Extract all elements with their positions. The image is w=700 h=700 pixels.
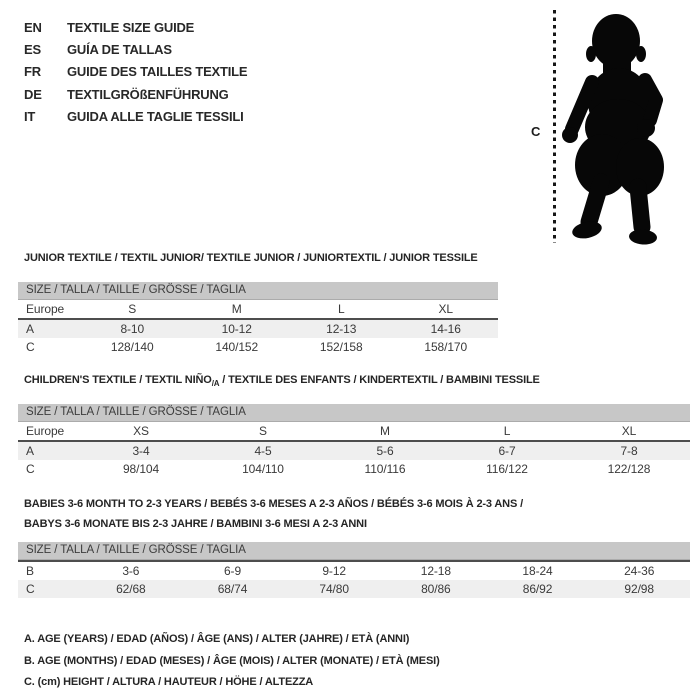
row-label: B <box>26 564 34 578</box>
footnotes <box>24 629 440 694</box>
footnote-b: B. AGE (MONTHS) / EDAD (MESES) / ÂGE (MOIS) / ALTER (MONATE) / ETÀ (MESI) <box>24 654 440 667</box>
size-cell: 12-13 <box>326 322 357 336</box>
row-label: A <box>26 322 34 336</box>
table-row <box>18 422 690 440</box>
size-cell: 6-7 <box>498 444 516 458</box>
footnote-a: A. AGE (YEARS) / EDAD (AÑOS) / ÂGE (ANS) / ALTER (JAHRE) / ETÀ (ANNI) <box>24 633 410 645</box>
junior-table-title <box>24 252 478 264</box>
row-label: Europe <box>26 302 65 316</box>
size-cell: L <box>337 302 345 316</box>
footnote-c: C. (cm) HEIGHT / ALTURA / HAUTEUR / HÖHE / ALTEZZA <box>24 676 314 688</box>
language-row-it <box>24 106 247 128</box>
junior-table-title-text: JUNIOR TEXTILE / TEXTIL JUNIOR/ TEXTILE JUNIOR / JUNIORTEXTIL / JUNIOR TESSILE <box>24 252 478 264</box>
table-row <box>18 442 690 460</box>
size-cell: 74/80 <box>319 582 349 596</box>
language-row-fr <box>24 61 247 83</box>
size-header-bar: SIZE / TALLA / TAILLE / GRÖSSE / TAGLIA <box>18 542 690 560</box>
language-row-en <box>24 16 247 38</box>
size-cell: 128/140 <box>110 340 154 354</box>
size-cell: XL <box>621 424 637 438</box>
row-label: Europe <box>26 424 65 438</box>
size-cell: XS <box>133 424 149 438</box>
language-code: IT <box>24 109 36 125</box>
children-title-post: / TEXTILE DES ENFANTS / KINDERTEXTIL / BAMBINI TESSILE <box>219 374 540 386</box>
size-cell: XL <box>438 302 453 316</box>
language-label: GUÍA DE TALLAS <box>67 42 172 58</box>
size-cell: 18-24 <box>522 564 553 578</box>
babies-size-table <box>18 542 690 598</box>
size-header-bar: SIZE / TALLA / TAILLE / GRÖSSE / TAGLIA <box>18 282 498 300</box>
size-cell: M <box>231 302 242 316</box>
table-row <box>18 320 498 338</box>
size-cell: 14-16 <box>430 322 461 336</box>
children-table-title <box>24 374 540 388</box>
size-cell: 10-12 <box>221 322 252 336</box>
language-row-de <box>24 83 247 105</box>
row-label: A <box>26 444 34 458</box>
children-size-table <box>18 404 690 478</box>
size-cell: 140/152 <box>215 340 259 354</box>
size-cell: 9-12 <box>322 564 346 578</box>
size-cell: S <box>128 302 137 316</box>
size-cell: 98/104 <box>122 462 160 476</box>
size-cell: 8-10 <box>120 322 145 336</box>
babies-title-line2: BABYS 3-6 MONATE BIS 2-3 JAHRE / BAMBINI 3-6 MESI A 2-3 ANNI <box>24 518 367 530</box>
table-row <box>18 338 498 356</box>
babies-title-line1: BABIES 3-6 MONTH TO 2-3 YEARS / BEBÉS 3-6 MESES A 2-3 AÑOS / BÉBÉS 3-6 MOIS À 2-3 ANS / <box>24 498 523 510</box>
size-cell: 86/92 <box>522 582 553 596</box>
language-code: ES <box>24 42 41 58</box>
measure-c-label: C <box>531 124 541 139</box>
children-title-pre: CHILDREN'S TEXTILE / TEXTIL NIÑO <box>24 374 212 386</box>
size-cell: S <box>259 424 267 438</box>
size-cell: 5-6 <box>376 444 394 458</box>
language-label: GUIDA ALLE TAGLIE TESSILI <box>67 109 244 125</box>
size-cell: M <box>380 424 390 438</box>
size-cell: 158/170 <box>424 340 468 354</box>
size-cell: 3-6 <box>122 564 140 578</box>
table-row <box>18 300 498 318</box>
size-cell: 3-4 <box>132 444 150 458</box>
size-cell: 6-9 <box>223 564 242 578</box>
size-cell: 80/86 <box>421 582 451 596</box>
row-label: C <box>26 582 35 596</box>
size-cell: 68/74 <box>217 582 248 596</box>
size-cell: 104/110 <box>242 462 284 476</box>
row-label: C <box>26 462 35 476</box>
language-label: GUIDE DES TAILLES TEXTILE <box>67 64 248 80</box>
size-cell: 12-18 <box>420 564 451 578</box>
language-list <box>24 16 247 128</box>
size-cell: 110/116 <box>364 462 406 476</box>
size-cell: 4-5 <box>254 444 272 458</box>
table-row <box>18 562 690 580</box>
size-header-bar: SIZE / TALLA / TAILLE / GRÖSSE / TAGLIA <box>18 404 690 422</box>
row-label: C <box>26 340 35 354</box>
language-label: TEXTILE SIZE GUIDE <box>67 19 195 35</box>
junior-size-table <box>18 282 498 356</box>
babies-table-title <box>24 494 523 534</box>
language-row-es <box>24 38 247 60</box>
size-cell: L <box>503 424 511 438</box>
language-code: DE <box>24 86 42 102</box>
table-row <box>18 580 690 598</box>
size-cell: 116/122 <box>486 462 528 476</box>
table-row <box>18 460 690 478</box>
language-code: FR <box>24 64 41 80</box>
toddler-silhouette-icon <box>555 2 700 248</box>
size-cell: 24-36 <box>624 564 655 578</box>
language-label: TEXTILGRÖßENFÜHRUNG <box>67 86 229 102</box>
size-cell: 7-8 <box>620 444 638 458</box>
size-cell: 152/158 <box>319 340 363 354</box>
size-cell: 62/68 <box>116 582 146 596</box>
children-title-sub: /A <box>211 379 220 388</box>
language-code: EN <box>24 19 42 35</box>
size-cell: 92/98 <box>624 582 654 596</box>
size-cell: 122/128 <box>607 462 651 476</box>
